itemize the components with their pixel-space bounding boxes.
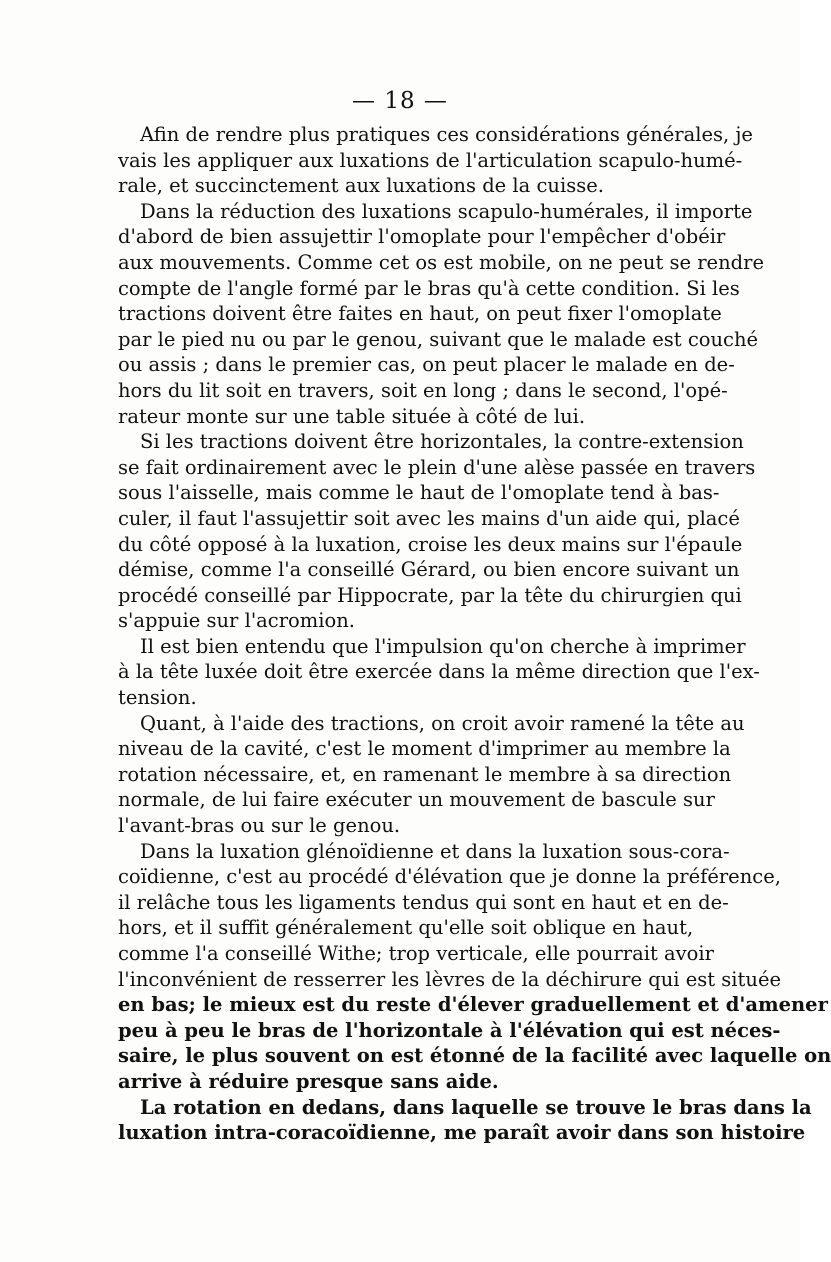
text-line: l'avant-bras ou sur le genou.: [118, 814, 401, 838]
text-line: en bas; le mieux est du reste d'élever graduellement et d'amener: [118, 993, 828, 1017]
text-line: hors, et il suffit généralement qu'elle soit oblique en haut,: [118, 916, 694, 940]
text-line: aux mouvements. Comme cet os est mobile, on ne peut se rendre: [118, 250, 765, 274]
page-number: — 18 —: [352, 88, 448, 114]
text-line: luxation intra-coracoïdienne, me paraît avoir dans son histoire: [118, 1121, 806, 1145]
text-line: Si les tractions doivent être horizontales, la contre-extension: [140, 430, 744, 454]
text-line: démise, comme l'a conseillé Gérard, ou bien encore suivant un: [118, 558, 740, 582]
text-line: Il est bien entendu que l'impulsion qu'on cherche à imprimer: [140, 634, 746, 658]
text-line: se fait ordinairement avec le plein d'une alèse passée en travers: [118, 455, 756, 479]
text-line: sous l'aisselle, mais comme le haut de l'omoplate tend à bas-: [118, 481, 720, 505]
text-line: d'abord de bien assujettir l'omoplate pour l'empêcher d'obéir: [118, 225, 726, 249]
text-line: tension.: [118, 686, 197, 710]
text-line: ou assis ; dans le premier cas, on peut placer le malade en de-: [118, 353, 735, 377]
text-line: par le pied nu ou par le genou, suivant que le malade est couché: [118, 327, 759, 351]
text-line: vais les appliquer aux luxations de l'articulation scapulo-humé-: [118, 148, 743, 172]
text-line: du côté opposé à la luxation, croise les deux mains sur l'épaule: [118, 532, 743, 556]
text-line: comme l'a conseillé Withe; trop verticale, elle pourrait avoir: [118, 942, 714, 965]
text-line: rateur monte sur une table située à côté de lui.: [118, 404, 586, 428]
page-body: [118, 122, 831, 1146]
text-line: Afin de rendre plus pratiques ces considérations générales, je: [140, 123, 753, 146]
text-line: rotation nécessaire, et, en ramenant le membre à sa direction: [118, 762, 732, 786]
text-line: il relâche tous les ligaments tendus qui sont en haut et en de-: [118, 890, 729, 914]
text-line: La rotation en dedans, dans laquelle se trouve le bras dans la: [140, 1095, 812, 1119]
text-line: culer, il faut l'assujettir soit avec les mains d'un aide qui, placé: [118, 506, 740, 530]
text-line: procédé conseillé par Hippocrate, par la tête du chirurgien qui: [118, 583, 742, 607]
text-line: coïdienne, c'est au procédé d'élévation que je donne la préférence,: [118, 865, 781, 889]
text-line: Dans la luxation glénoïdienne et dans la luxation sous-cora-: [140, 839, 730, 863]
text-line: Quant, à l'aide des tractions, on croit avoir ramené la tête au: [140, 711, 745, 735]
text-line: peu à peu le bras de l'horizontale à l'élévation qui est néces-: [118, 1018, 781, 1042]
text-line: compte de l'angle formé par le bras qu'à cette condition. Si les: [118, 276, 740, 300]
text-line: hors du lit soit en travers, soit en long ; dans le second, l'opé-: [118, 378, 728, 402]
text-line: arrive à réduire presque sans aide.: [118, 1069, 499, 1093]
text-line: normale, de lui faire exécuter un mouvement de bascule sur: [118, 788, 715, 812]
text-line: à la tête luxée doit être exercée dans la même direction que l'ex-: [118, 660, 760, 684]
text-line: saire, le plus souvent on est étonné de la facilité avec laquelle on: [118, 1044, 831, 1068]
text-line: niveau de la cavité, c'est le moment d'imprimer au membre la: [118, 737, 731, 761]
text-line: rale, et succinctement aux luxations de la cuisse.: [118, 174, 604, 198]
text-line: s'appuie sur l'acromion.: [118, 609, 356, 633]
text-line: Dans la réduction des luxations scapulo-humérales, il importe: [140, 199, 753, 223]
text-line: l'inconvénient de resserrer les lèvres de la déchirure qui est située: [118, 967, 782, 991]
text-line: tractions doivent être faites en haut, on peut fixer l'omoplate: [118, 302, 722, 326]
